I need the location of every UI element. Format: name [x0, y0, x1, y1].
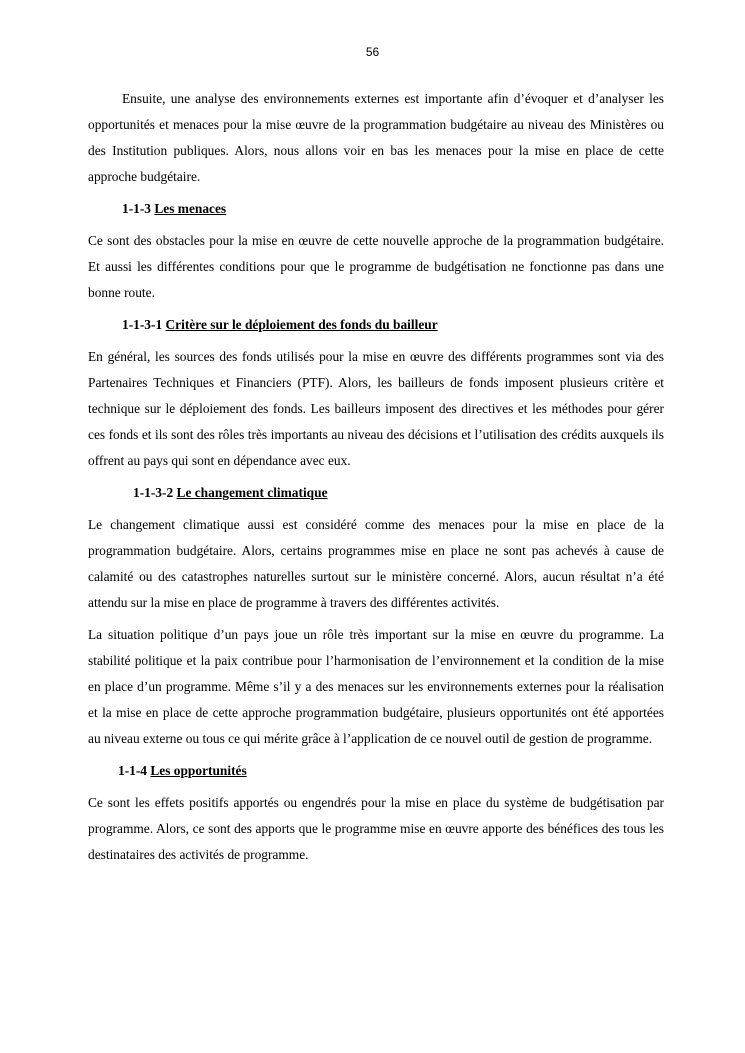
heading-menaces — [88, 196, 664, 222]
heading-number: 1-1-4 — [118, 763, 151, 778]
document-body — [88, 86, 664, 874]
paragraph-intro: Ensuite, une analyse des environnements externes est importante afin d’évoquer et d’analyser les opportunités et menaces pour la mise œuvre de la programmation budgétaire au niveau des Ministères ou des Institution publiques. Alors, nous allons voir en bas les menaces pour la mise en place de cette approche budgétaire. — [88, 91, 664, 184]
page-number: 56 — [365, 45, 380, 59]
heading-number: 1-1-3-2 — [133, 485, 177, 500]
heading-title: Les opportunités — [150, 763, 247, 778]
paragraph-critere: En général, les sources des fonds utilisés pour la mise en œuvre des différents programmes sont via des Partenaires Techniques et Financiers (PTF). Alors, les bailleurs de fonds imposent plusieurs critère et technique sur le déploiement des fonds. Les bailleurs imposent des directives et les méthodes pour gérer ces fonds et ils sont des rôles très importants au niveau des décisions et l’utilisation des crédits auxquels ils offrent au pays qui sont en dépendance avec eux. — [88, 349, 664, 468]
heading-number: 1-1-3 — [122, 201, 155, 216]
paragraph-climat: Le changement climatique aussi est considéré comme des menaces pour la mise en place de la programmation budgétaire. Alors, certains programmes mise en place ne sont pas achevés à cause de calamité ou des catastrophes naturelles surtout sur le ministère concerné. Alors, aucun résultat n’a été attendu sur la mise en place de programme à travers des différentes activités. — [88, 517, 664, 610]
paragraph-opportunites: Ce sont les effets positifs apportés ou engendrés pour la mise en place du système de budgétisation par programme. Alors, ce sont des apports que le programme mise en œuvre apporte des bénéfices des tous les destinataires des activités de programme. — [88, 795, 664, 862]
heading-changement-climatique — [88, 480, 664, 506]
paragraph-politique: La situation politique d’un pays joue un rôle très important sur la mise en œuvre du programme. La stabilité politique et la paix contribue pour l’harmonisation de l’environnement et la condition de la mise en place d’un programme. Même s’il y a des menaces sur les environnements externes pour la réalisation et la mise en place de cette approche programmation budgétaire, plusieurs opportunités ont été apportées au niveau externe ou tous ce qui mérite grâce à l’application de ce nouvel outil de gestion de programme. — [88, 627, 664, 746]
heading-opportunites — [88, 758, 664, 784]
heading-title: Le changement climatique — [176, 485, 328, 500]
heading-title: Critère sur le déploiement des fonds du bailleur — [165, 317, 438, 332]
heading-number: 1-1-3-1 — [122, 317, 166, 332]
paragraph-menaces: Ce sont des obstacles pour la mise en œuvre de cette nouvelle approche de la programmation budgétaire. Et aussi les différentes conditions pour que le programme de budgétisation ne fonctionne pas dans une bonne route. — [88, 233, 664, 300]
heading-title: Les menaces — [154, 201, 227, 216]
heading-critere-bailleur — [88, 312, 664, 338]
